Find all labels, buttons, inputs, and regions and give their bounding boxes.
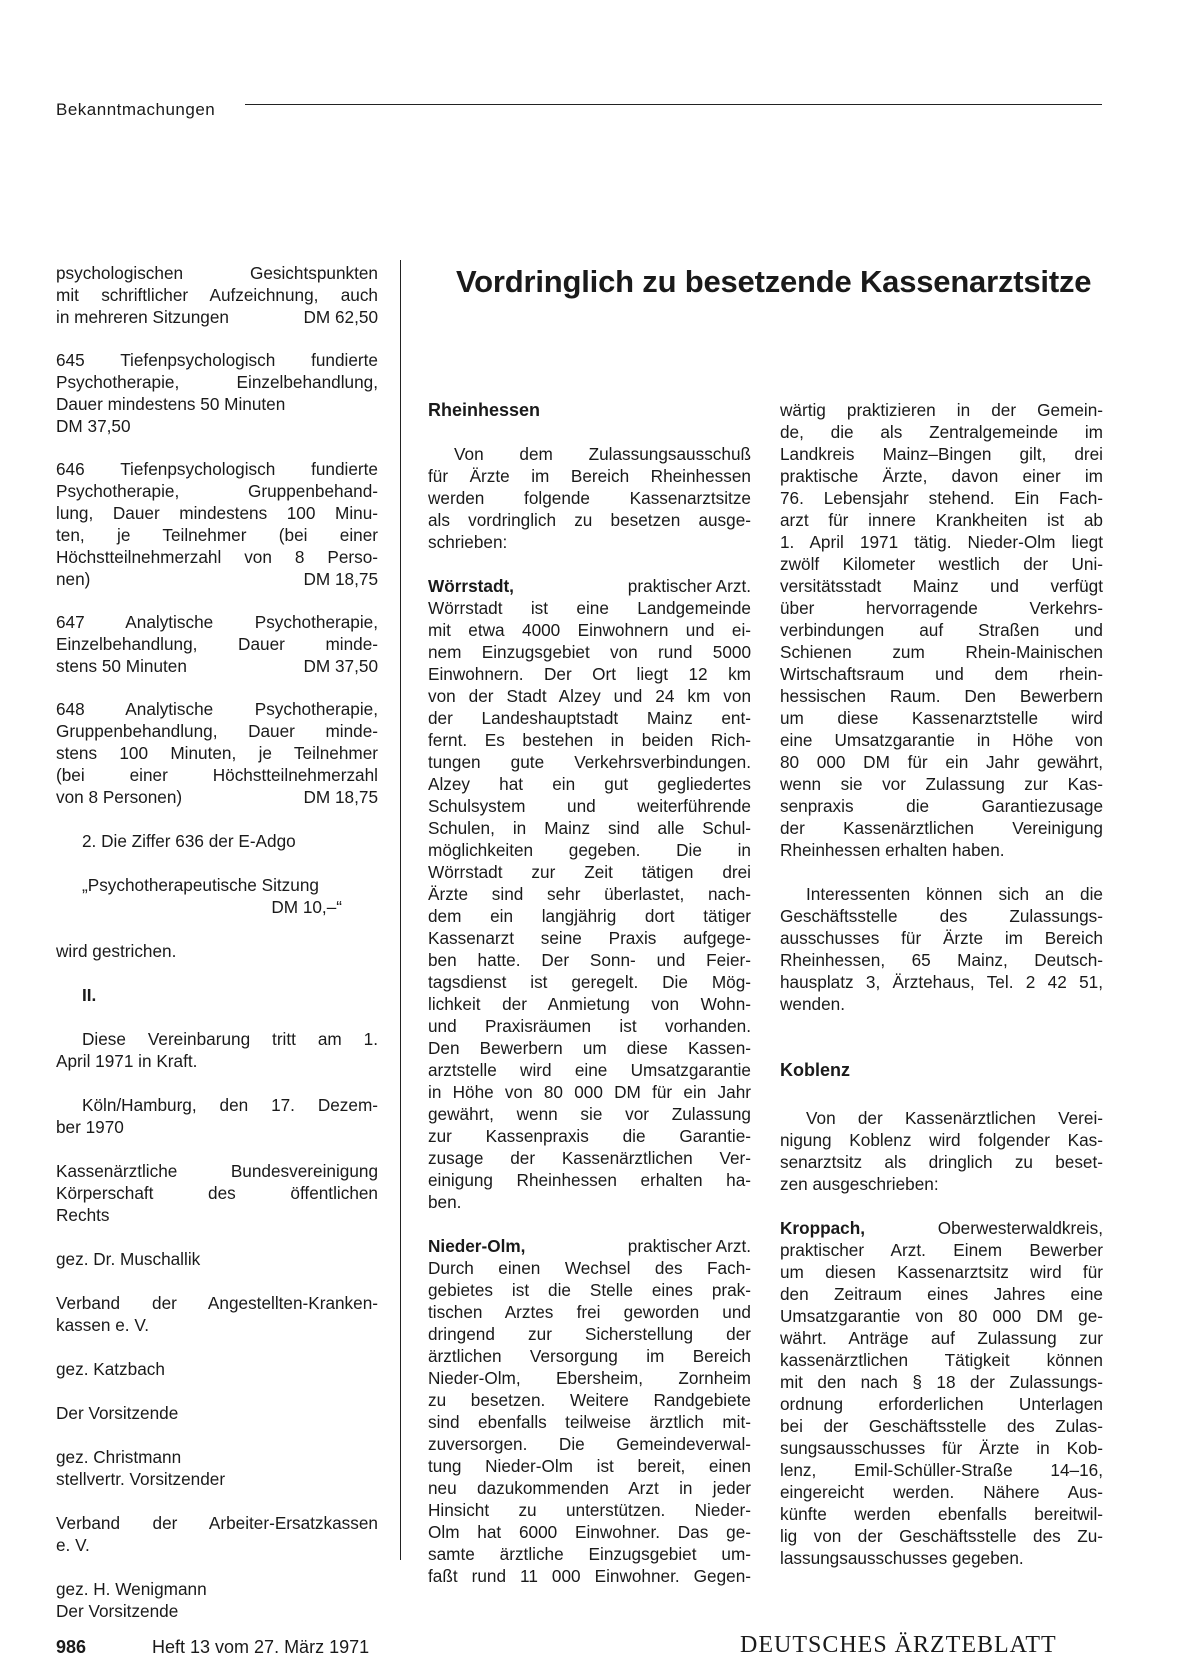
text-line: versitätsstadt Mainz und verfügt <box>780 576 1103 596</box>
contact-info: Interessenten können sich an die <box>806 884 1103 904</box>
text-line: zur Kassenpraxis die Garantie- <box>428 1126 751 1146</box>
text-line: Einzelbehandlung, Dauer minde- <box>56 634 378 654</box>
text-line: (bei einer Höchstteilnehmerzahl <box>56 765 378 785</box>
text-line: senpraxis die Garantiezusage <box>780 796 1103 816</box>
text-line: über hervorragende Verkehrs- <box>780 598 1103 618</box>
price: DM 18,75 <box>303 569 378 589</box>
text-line: senarztsitz als dringlich zu beset- <box>780 1152 1103 1172</box>
text-line: wärtig praktizieren in der Gemein- <box>780 400 1103 420</box>
text-line: schrieben: <box>428 532 508 552</box>
text-line: Einwohnern. Der Ort liegt 12 km <box>428 664 751 684</box>
text-line: nigung Koblenz wird folgender Kas- <box>780 1130 1103 1150</box>
text-line: um diese Kassenarztstelle wird <box>780 708 1103 728</box>
text-line: in Höhe von 80 000 DM für ein Jahr <box>428 1082 751 1102</box>
text-line: Den Bewerbern um diese Kassen- <box>428 1038 751 1058</box>
text-line: einigung Rheinhessen erhalten ha- <box>428 1170 751 1190</box>
column-left <box>56 262 378 1622</box>
price: DM 37,50 <box>303 656 378 676</box>
subheading-rheinhessen: Rheinhessen <box>428 400 541 420</box>
text-line: ärztlichen Versorgung im Bereich <box>428 1346 751 1366</box>
text-line: lung, Dauer mindestens 100 Minu- <box>56 503 378 523</box>
signature: gez. H. Wenigmann <box>56 1579 207 1599</box>
text-line: mit den nach § 18 der Zulassungs- <box>780 1372 1103 1392</box>
text-line: bei der Geschäftsstelle des Zulas- <box>780 1416 1103 1436</box>
organization: Verband der Arbeiter-Ersatzkassen <box>56 1513 378 1533</box>
text-line: ausschusses für Ärzte im Bereich <box>780 928 1103 948</box>
text-line: Höchstteilnehmerzahl von 8 Perso- <box>56 547 378 567</box>
text-line: Diese Vereinbarung tritt am 1. <box>82 1029 378 1049</box>
subheading-koblenz: Koblenz <box>780 1060 850 1080</box>
signature: gez. Katzbach <box>56 1359 165 1379</box>
text-line: lassungsausschusses gegeben. <box>780 1548 1024 1568</box>
text-line: Rheinhessen, 65 Mainz, Deutsch- <box>780 950 1103 970</box>
text-line: e. V. <box>56 1535 90 1555</box>
text-line: praktischer Arzt. <box>627 576 751 596</box>
text-line: fernt. Es bestehen in beiden Rich- <box>428 730 751 750</box>
section-header: Bekanntmachungen <box>56 100 216 119</box>
organization: Kassenärztliche Bundesvereinigung <box>56 1161 378 1181</box>
text-line: Kassenarzt seine Praxis aufgege- <box>428 928 751 948</box>
signature: gez. Christmann <box>56 1447 182 1467</box>
text-line: gewährt, wenn sie vor Zulassung <box>428 1104 751 1124</box>
text-line: lichkeit der Anmietung von Wohn- <box>428 994 751 1014</box>
signature-role: Der Vorsitzende <box>56 1403 179 1423</box>
text-line: 1. April 1971 tätig. Nieder-Olm liegt <box>780 532 1103 552</box>
text-line: zwölf Kilometer westlich der Uni- <box>780 554 1103 574</box>
text-line: ordnung erforderlichen Unterlagen <box>780 1394 1103 1414</box>
text-line: mit etwa 4000 Einwohnern und ei- <box>428 620 751 640</box>
text-line: Rechts <box>56 1205 110 1225</box>
column-divider <box>400 260 401 1560</box>
fee-item-645: 645 Tiefenpsychologisch fundierte <box>56 350 378 370</box>
text-line: tung Nieder-Olm ist bereit, einen <box>428 1456 751 1476</box>
price-line <box>56 306 378 328</box>
column-middle <box>428 399 751 1587</box>
text-line: lig von der Geschäftsstelle des Zu- <box>780 1526 1103 1546</box>
text-line: zuversorgen. Die Gemeindeverwal- <box>428 1434 751 1454</box>
place-name: Kroppach, <box>780 1218 865 1238</box>
text-line: arztstelle wird eine Umsatzgarantie <box>428 1060 751 1080</box>
price-line <box>56 786 378 808</box>
page-number: 986 <box>56 1637 87 1657</box>
text-line: wird gestrichen. <box>56 941 177 961</box>
price: DM 18,75 <box>303 787 378 807</box>
text-line: lenz, Emil-Schüller-Straße 14–16, <box>780 1460 1103 1480</box>
text-line: Von der Kassenärztlichen Verei- <box>806 1108 1103 1128</box>
text-line: Geschäftsstelle des Zulassungs- <box>780 906 1103 926</box>
text-line: in mehreren Sitzungen <box>56 307 229 327</box>
text-line: eingereicht werden. Nähere Aus- <box>780 1482 1103 1502</box>
text-line: währt. Anträge auf Zulassung zur <box>780 1328 1103 1348</box>
text-line: Wirtschaftsraum und dem rhein- <box>780 664 1103 684</box>
text-line: stens 100 Minuten, je Teilnehmer <box>56 743 378 763</box>
text-line: zu besetzen. Weitere Randgebiete <box>428 1390 751 1410</box>
header-rule <box>245 104 1102 105</box>
text-line: stens 50 Minuten <box>56 656 187 676</box>
place-name: Wörrstadt, <box>428 576 514 596</box>
text-line: tischen Arztes frei geworden und <box>428 1302 751 1322</box>
text-line: Dauer mindestens 50 Minuten <box>56 394 286 414</box>
text-line: Schulsystem und weiterführende <box>428 796 751 816</box>
text-line: Olm hat 6000 Einwohner. Das ge- <box>428 1522 751 1542</box>
text-line: nen) <box>56 569 91 589</box>
text-line: wenden. <box>780 994 845 1014</box>
text-line: möglichkeiten gegeben. Die in <box>428 840 751 860</box>
text-line: tagsdienst ist geregelt. Die Mög- <box>428 972 751 992</box>
text-line: eine Umsatzgarantie in Höhe von <box>780 730 1103 750</box>
text-line: Oberwesterwaldkreis, <box>937 1218 1103 1238</box>
text-line: Umsatzgarantie von 80 000 DM ge- <box>780 1306 1103 1326</box>
price-line <box>56 568 378 590</box>
column-right <box>780 399 1103 1569</box>
text-line: Schienen zum Rhein-Mainischen <box>780 642 1103 662</box>
text-line: und Praxisräumen ist vorhanden. <box>428 1016 751 1036</box>
text-line: Rheinhessen erhalten haben. <box>780 840 1005 860</box>
text-line: psychologischen Gesichtspunkten <box>56 263 378 283</box>
text-line: April 1971 in Kraft. <box>56 1051 198 1071</box>
text-line: Ärzte sind sehr überlastet, nach- <box>428 884 751 904</box>
text-line: Alzey hat ein gut gegliedertes <box>428 774 751 794</box>
issue-info: Heft 13 vom 27. März 1971 <box>152 1637 370 1657</box>
place-date: Köln/Hamburg, den 17. Dezem- <box>82 1095 378 1115</box>
text-line: Von dem Zulassungsausschuß <box>454 444 751 464</box>
text-line: dringend zur Sicherstellung der <box>428 1324 751 1344</box>
text-line: 80 000 DM für ein Jahr gewährt, <box>780 752 1103 772</box>
text-line: zusage der Kassenärztlichen Ver- <box>428 1148 751 1168</box>
magazine-name: DEUTSCHES ÄRZTEBLATT <box>740 1632 1057 1658</box>
text-line: hessischen Raum. Den Bewerbern <box>780 686 1103 706</box>
text-line: Landkreis Mainz–Bingen gilt, drei <box>780 444 1103 464</box>
place-name: Nieder-Olm, <box>428 1236 526 1256</box>
text-line: tungen gute Verkehrsverbindungen. <box>428 752 751 772</box>
text-line: Hinsicht zu unterstützen. Nieder- <box>428 1500 751 1520</box>
text-line: hausplatz 3, Ärztehaus, Tel. 2 42 51, <box>780 972 1103 992</box>
text-line: gebietes ist die Stelle eines prak- <box>428 1280 751 1300</box>
text-line: zen ausgeschrieben: <box>780 1174 939 1194</box>
text-line: sind ebenfalls teilweise ärztlich mit- <box>428 1412 751 1432</box>
signature: gez. Dr. Muschallik <box>56 1249 201 1269</box>
text-line: samte ärztliche Einzugsgebiet um- <box>428 1544 751 1564</box>
text-line: werden folgende Kassenarztsitze <box>428 488 751 508</box>
text-line: kassen e. V. <box>56 1315 150 1335</box>
text-line: nem Einzugsgebiet von rund 5000 <box>428 642 751 662</box>
text-line: ben hatte. Der Sonn- und Feier- <box>428 950 751 970</box>
text-line: von der Stadt Alzey und 24 km von <box>428 686 751 706</box>
text-line: Psychotherapie, Einzelbehandlung, <box>56 372 378 392</box>
price: DM 62,50 <box>303 307 378 327</box>
text-line: neu dazukommenden Arzt in jeder <box>428 1478 751 1498</box>
listing-woerrstadt <box>428 575 751 597</box>
text-line: mit schriftlicher Aufzeichnung, auch <box>56 285 378 305</box>
text-line: um diesen Kassenarztsitz wird für <box>780 1262 1103 1282</box>
text-line: 76. Lebensjahr stehend. Ein Fach- <box>780 488 1103 508</box>
text-line: Wörrstadt zur Zeit tätigen drei <box>428 862 751 882</box>
text-line: praktischer Arzt. <box>627 1236 751 1256</box>
text-line: arzt für innere Krankheiten ist ab <box>780 510 1103 530</box>
text-line: der Kassenärztlichen Vereinigung <box>780 818 1103 838</box>
text-line: ben. <box>428 1192 462 1212</box>
text-line: den Zeitraum eines Jahres eine <box>780 1284 1103 1304</box>
price-line <box>56 655 378 677</box>
quote-line: „Psychotherapeutische Sitzung <box>82 875 319 895</box>
clause-2: 2. Die Ziffer 636 der E-Adgo <box>82 831 296 851</box>
fee-item-646: 646 Tiefenpsychologisch fundierte <box>56 459 378 479</box>
text-line: faßt rund 11 000 Einwohner. Gegen- <box>428 1566 751 1586</box>
text-line: Wörrstadt ist eine Landgemeinde <box>428 598 751 618</box>
organization: Verband der Angestellten-Kranken- <box>56 1293 378 1313</box>
article-title: Vordringlich zu besetzende Kassenarztsitze <box>456 264 1092 299</box>
listing-nieder-olm <box>428 1235 751 1257</box>
text-line: praktische Ärzte, davon einer im <box>780 466 1103 486</box>
text-line: wenn sie vor Zulassung zur Kas- <box>780 774 1103 794</box>
text-line: ber 1970 <box>56 1117 124 1137</box>
text-line: verbindungen auf Straßen und <box>780 620 1103 640</box>
text-line: Nieder-Olm, Ebersheim, Zornheim <box>428 1368 751 1388</box>
section-number: II. <box>82 985 97 1005</box>
text-line: kassenärztlichen Tätigkeit können <box>780 1350 1103 1370</box>
text-line: Schulen, in Mainz sind alle Schul- <box>428 818 751 838</box>
listing-kroppach <box>780 1217 1103 1239</box>
text-line: Körperschaft des öffentlichen <box>56 1183 378 1203</box>
text-line: Gruppenbehandlung, Dauer minde- <box>56 721 378 741</box>
signature-role: Der Vorsitzende <box>56 1601 179 1621</box>
text-line: als vordringlich zu besetzen ausge- <box>428 510 751 530</box>
signature-role: stellvertr. Vorsitzender <box>56 1469 226 1489</box>
text-line: de, die als Zentralgemeinde im <box>780 422 1103 442</box>
text-line: von 8 Personen) <box>56 787 183 807</box>
text-line: ten, je Teilnehmer (bei einer <box>56 525 378 545</box>
fee-item-647: 647 Analytische Psychotherapie, <box>56 612 378 632</box>
text-line: künfte werden ebenfalls bereitwil- <box>780 1504 1103 1524</box>
text-line: dem ein langjährig dort tätiger <box>428 906 751 926</box>
text-line: praktischer Arzt. Einem Bewerber <box>780 1240 1103 1260</box>
text-line: sungsausschusses für Ärzte in Kob- <box>780 1438 1103 1458</box>
text-line: für Ärzte im Bereich Rheinhessen <box>428 466 751 486</box>
text-line: der Landeshauptstadt Mainz ent- <box>428 708 751 728</box>
price: DM 10,–“ <box>271 897 342 917</box>
text-line: Psychotherapie, Gruppenbehand- <box>56 481 378 501</box>
price: DM 37,50 <box>56 416 131 436</box>
fee-item-648: 648 Analytische Psychotherapie, <box>56 699 378 719</box>
text-line: Durch einen Wechsel des Fach- <box>428 1258 751 1278</box>
